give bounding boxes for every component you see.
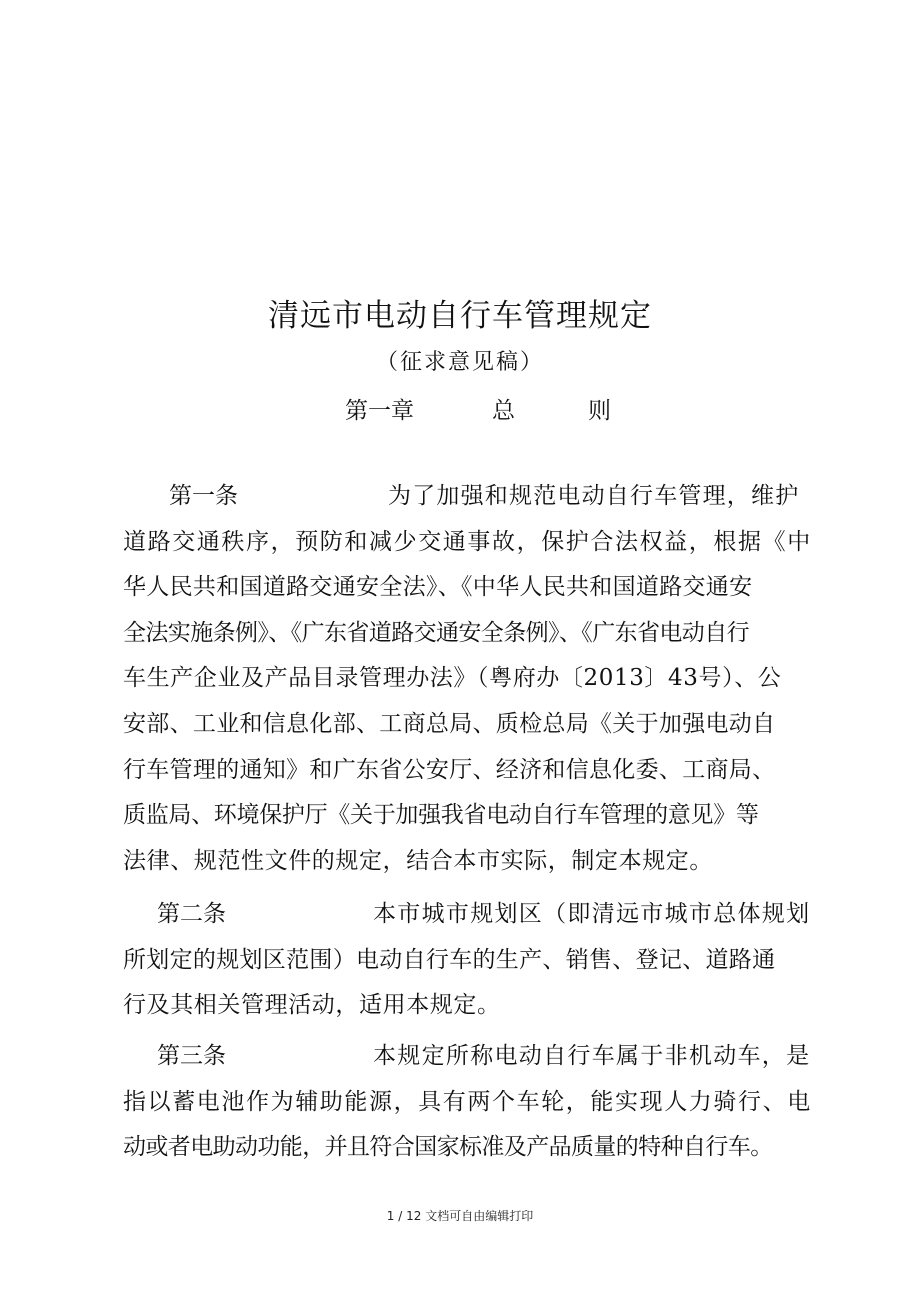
article-2-line-1: 本市城市规划区（即清远市城市总体规划 bbox=[373, 901, 811, 927]
article-3-line-1: 本规定所称电动自行车属于非机动车，是 bbox=[373, 1043, 811, 1069]
article-1-line-5: 车生产企业及产品目录管理办法》（粤府办〔2013〕43号）、公 bbox=[123, 665, 782, 692]
article-3-line-3: 动或者电助动功能，并且符合国家标准及产品质量的特种自行车。 bbox=[123, 1134, 773, 1161]
document-subtitle: （征求意见稿） bbox=[375, 350, 544, 375]
article-1-line-1: 为了加强和规范电动自行车管理，维护 bbox=[388, 483, 800, 509]
chapter-name-part2: 则 bbox=[588, 398, 611, 424]
article-1-line-8: 质监局、环境保护厅《关于加强我省电动自行车管理的意见》等 bbox=[123, 802, 759, 829]
chapter-number: 第一章 bbox=[345, 398, 414, 424]
article-1-line-4: 全法实施条例》、《广东省道路交通安全条例》、《广东省电动自行 bbox=[123, 619, 750, 646]
article-1-label: 第一条 bbox=[169, 483, 238, 509]
article-2-line-3: 行及其相关管理活动，适用本规定。 bbox=[123, 992, 501, 1019]
page-footer: 1 / 12 文档可自由编辑打印 bbox=[386, 1209, 534, 1223]
article-3 bbox=[123, 1034, 812, 1171]
article-1-line-7: 行车管理的通知》和广东省公安厅、经济和信息化委、工商局、 bbox=[123, 756, 776, 783]
article-1-line-6: 安部、工业和信息化部、工商总局、质检总局《关于加强电动自 bbox=[123, 710, 776, 737]
document-title: 清远市电动自行车管理规定 bbox=[268, 298, 652, 334]
article-1-line-9: 法律、规范性文件的规定，结合本市实际，制定本规定。 bbox=[123, 847, 713, 874]
chapter-name-part1: 总 bbox=[492, 398, 515, 424]
article-2-label: 第二条 bbox=[157, 901, 226, 927]
article-1 bbox=[123, 474, 812, 884]
article-1-line-3: 华人民共和国道路交通安全法》、《中华人民共和国道路交通安 bbox=[123, 574, 753, 601]
article-2 bbox=[123, 892, 811, 1029]
article-1-line-2: 道路交通秩序，预防和减少交通事故，保护合法权益，根据《中 bbox=[123, 528, 812, 555]
article-3-line-2: 指以蓄电池作为辅助能源，具有两个车轮，能实现人力骑行、电 bbox=[123, 1088, 812, 1115]
chapter-heading bbox=[0, 392, 920, 424]
article-2-line-2: 所划定的规划区范围）电动自行车的生产、销售、登记、道路通 bbox=[123, 946, 776, 973]
article-3-label: 第三条 bbox=[157, 1043, 226, 1069]
